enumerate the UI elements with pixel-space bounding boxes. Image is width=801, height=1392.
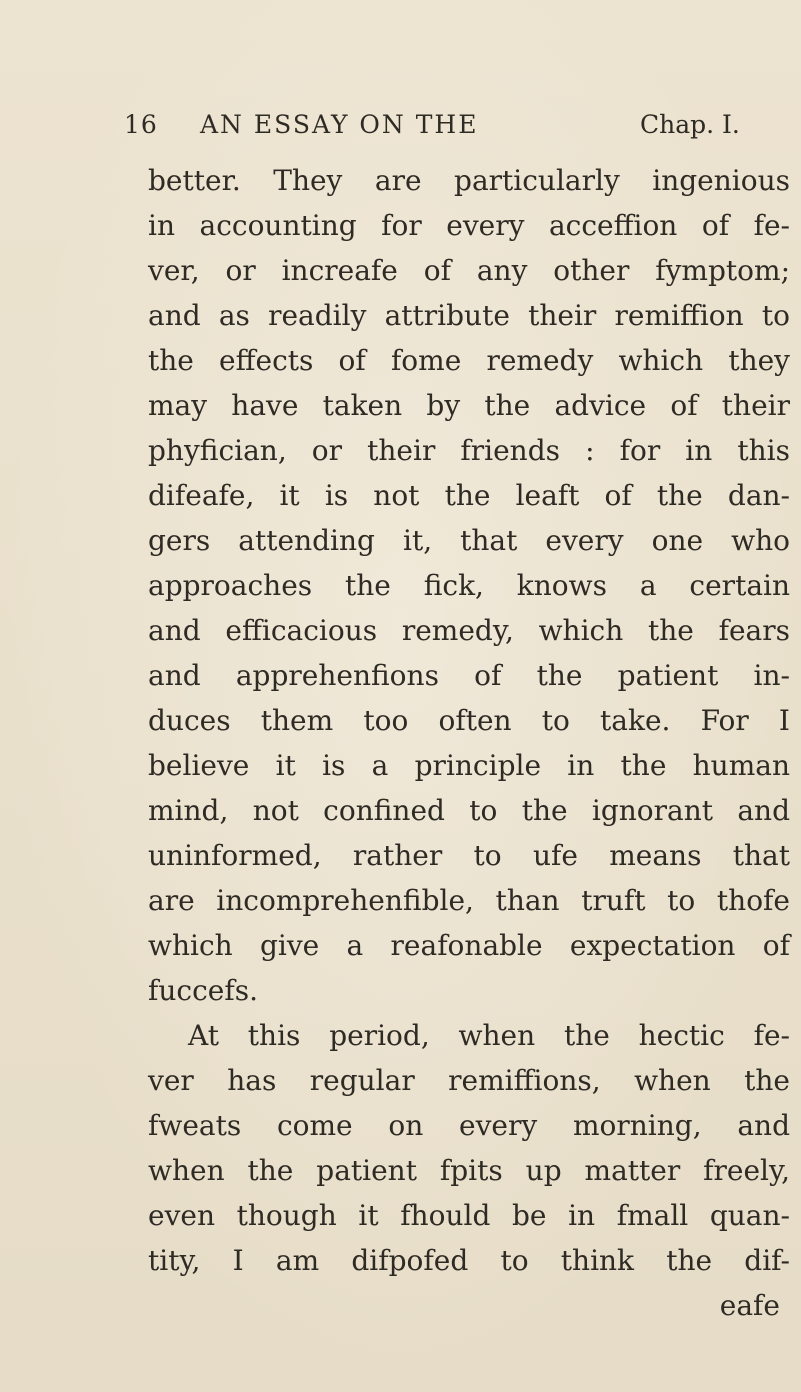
- text-line: tity, I am difpofed to think the dif-: [148, 1244, 790, 1277]
- text-line: may have taken by the advice of their: [148, 389, 790, 422]
- text-line: which give a reafonable expectation of: [148, 929, 790, 962]
- text-line: At this period, when the hectic fe-: [188, 1019, 790, 1052]
- text-line: when the patient fpits up matter freely,: [148, 1154, 790, 1187]
- text-line: believe it is a principle in the human: [148, 749, 790, 782]
- chapter-label: Chap. I.: [640, 110, 740, 139]
- catchword: eafe: [719, 1289, 780, 1322]
- text-line: difeafe, it is not the leaft of the dan-: [148, 479, 790, 512]
- text-line: are incomprehenfible, than truft to thofe: [148, 884, 790, 917]
- page-number: 16: [124, 110, 158, 139]
- text-line: the effects of fome remedy which they: [148, 344, 790, 377]
- running-header: [0, 108, 801, 148]
- text-line: uninformed, rather to ufe means that: [148, 839, 790, 872]
- text-line: ver, or increafe of any other fymptom;: [148, 254, 790, 287]
- text-line: fweats come on every morning, and: [148, 1109, 790, 1142]
- text-line: approaches the fick, knows a certain: [148, 569, 790, 602]
- text-line: in accounting for every acceffion of fe-: [148, 209, 790, 242]
- text-line: phyfician, or their friends : for in this: [148, 434, 790, 467]
- text-line: better. They are particularly ingenious: [148, 164, 790, 197]
- text-line: duces them too often to take. For I: [148, 704, 790, 737]
- text-line: gers attending it, that every one who: [148, 524, 790, 557]
- text-line: and apprehenfions of the patient in-: [148, 659, 790, 692]
- text-line: ver has regular remiffions, when the: [148, 1064, 790, 1097]
- body-text: [148, 158, 790, 1328]
- running-title: AN ESSAY ON THE: [200, 110, 479, 139]
- text-line: mind, not confined to the ignorant and: [148, 794, 790, 827]
- text-line: fuccefs.: [148, 974, 258, 1007]
- text-line: and as readily attribute their remiffion to: [148, 299, 790, 332]
- text-line: even though it fhould be in fmall quan-: [148, 1199, 790, 1232]
- text-line: and efficacious remedy, which the fears: [148, 614, 790, 647]
